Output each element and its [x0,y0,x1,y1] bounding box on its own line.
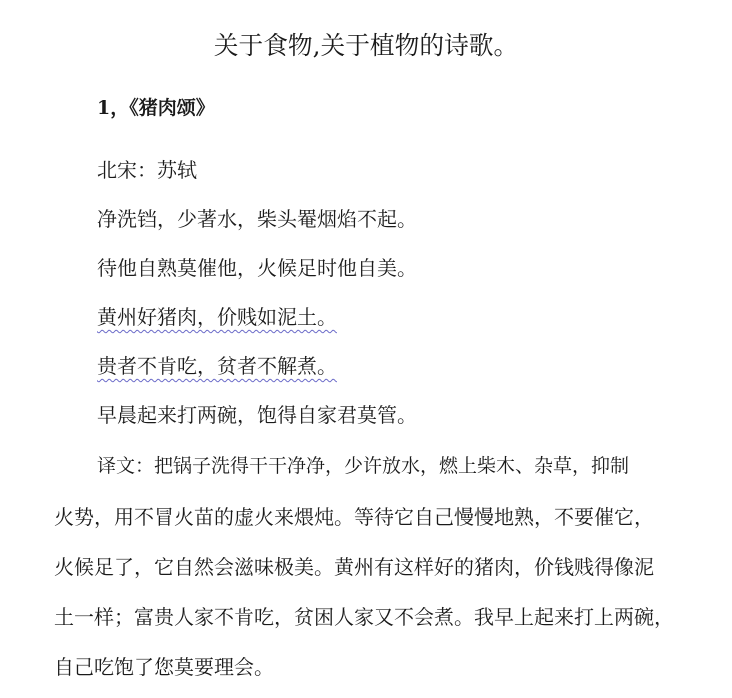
poem-line-4: 贵者不肯吃，贫者不解煮。 [97,354,337,378]
poem-line-1: 净洗铛，少著水，柴头罨烟焰不起。 [97,207,417,231]
translation-line-1: 译文：把锅子洗得干干净净，少许放水，燃上柴木、杂草，抑制 [97,455,630,477]
translation-line-2: 火势，用不冒火苗的虚火来煨炖。等待它自己慢慢地熟，不要催它， [54,505,654,529]
translation-line-4: 土一样；富贵人家不肯吃，贫困人家又不会煮。我早上起来打上两碗， [54,605,674,629]
document-title: 关于食物,关于植物的诗歌。 [213,31,519,60]
section-heading: 1，《猪肉颂》 [97,97,215,119]
translation-line-3: 火候足了，它自然会滋味极美。黄州有这样好的猪肉，价钱贱得像泥 [54,555,654,579]
poem-line-5: 早晨起来打两碗，饱得自家君莫管。 [97,403,417,427]
translation-line-5: 自己吃饱了您莫要理会。 [54,655,274,679]
author-line: 北宋：苏轼 [97,158,197,182]
poem-line-2: 待他自熟莫催他，火候足时他自美。 [97,256,417,280]
poem-line-3: 黄州好猪肉，价贱如泥土。 [97,305,337,329]
